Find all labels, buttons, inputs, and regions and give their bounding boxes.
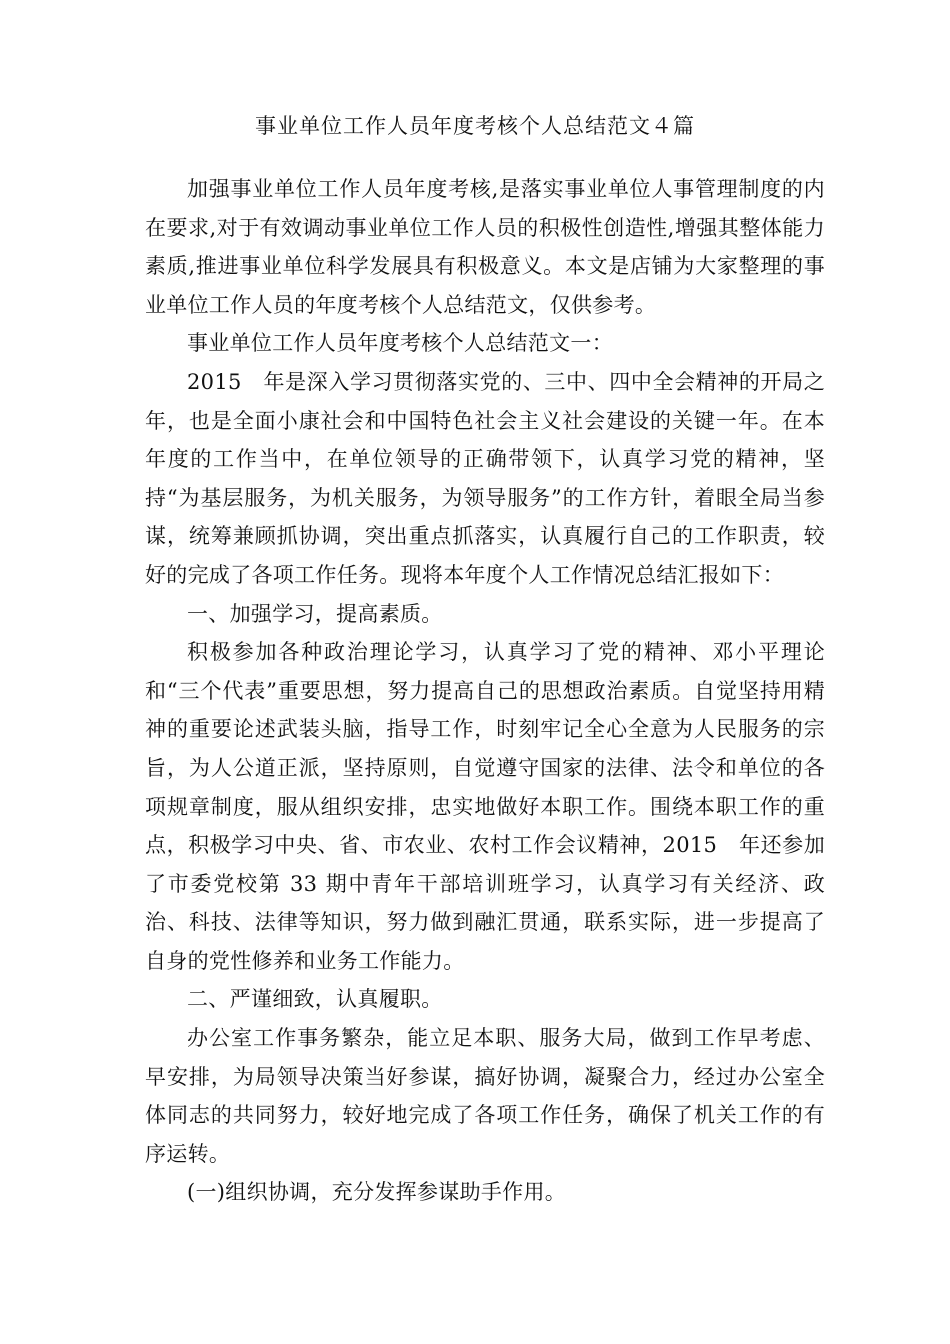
document-title: 事业单位工作人员年度考核个人总结范文４篇 — [255, 114, 695, 138]
subsection-heading-coordination: (一)组织协调，充分发挥参谋助手作用。 — [187, 1180, 567, 1205]
section-heading-study: 一、加强学习，提高素质。 — [187, 601, 443, 626]
body-paragraph: 积极参加各种政治理论学习，认真学习了党的精神、邓小平理论和“三个代表”重要思想，努力提高自己的思想政治素质。自觉坚持用精神的重要论述武装头脑，指导工作，时刻牢记全心全意为人民服务的宗旨，为人公道正派，坚持原则，自觉遵守国家的法律、法令和单位的各项规章制度，服从组织安排，忠实地做好本职工作。围绕本职工作的重点，积极学习中央、省、市农业、农村工作会议精神，2015 年还参加了市委党校第 33 期中青年干部培训班学习，认真学习有关经济、政治、科技、法律等知识，努力做到融汇贯通，联系实际，进一步提高了自身的党性修养和业务工作能力。 — [145, 640, 825, 973]
body-paragraph: 办公室工作事务繁杂，能立足本职、服务大局，做到工作早考虑、早安排，为局领导决策当好参谋，搞好协调，凝聚合力，经过办公室全体同志的共同努力，较好地完成了各项工作任务，确保了机关工作的有序运转。 — [145, 1026, 825, 1166]
section-heading-duty: 二、严谨细致，认真履职。 — [187, 987, 443, 1012]
intro-paragraph: 加强事业单位工作人员年度考核,是落实事业单位人事管理制度的内在要求,对于有效调动事业单位工作人员的积极性创造性,增强其整体能力素质,推进事业单位科学发展具有积极意义。本文是店铺为大家整理的事业单位工作人员的年度考核个人总结范文，仅供参考。 — [145, 177, 825, 317]
body-paragraph: 2015 年是深入学习贯彻落实党的、三中、四中全会精神的开局之年，也是全面小康社会和中国特色社会主义社会建设的关键一年。在本年度的工作当中，在单位领导的正确带领下，认真学习党的精神，坚持“为基层服务，为机关服务，为领导服务”的工作方针，着眼全局当参谋，统筹兼顾抓协调，突出重点抓落实，认真履行自己的工作职责，较好的完成了各项工作任务。现将本年度个人工作情况总结汇报如下： — [145, 369, 825, 587]
document-body — [145, 170, 825, 1212]
section-heading-sample-one: 事业单位工作人员年度考核个人总结范文一： — [187, 331, 613, 356]
